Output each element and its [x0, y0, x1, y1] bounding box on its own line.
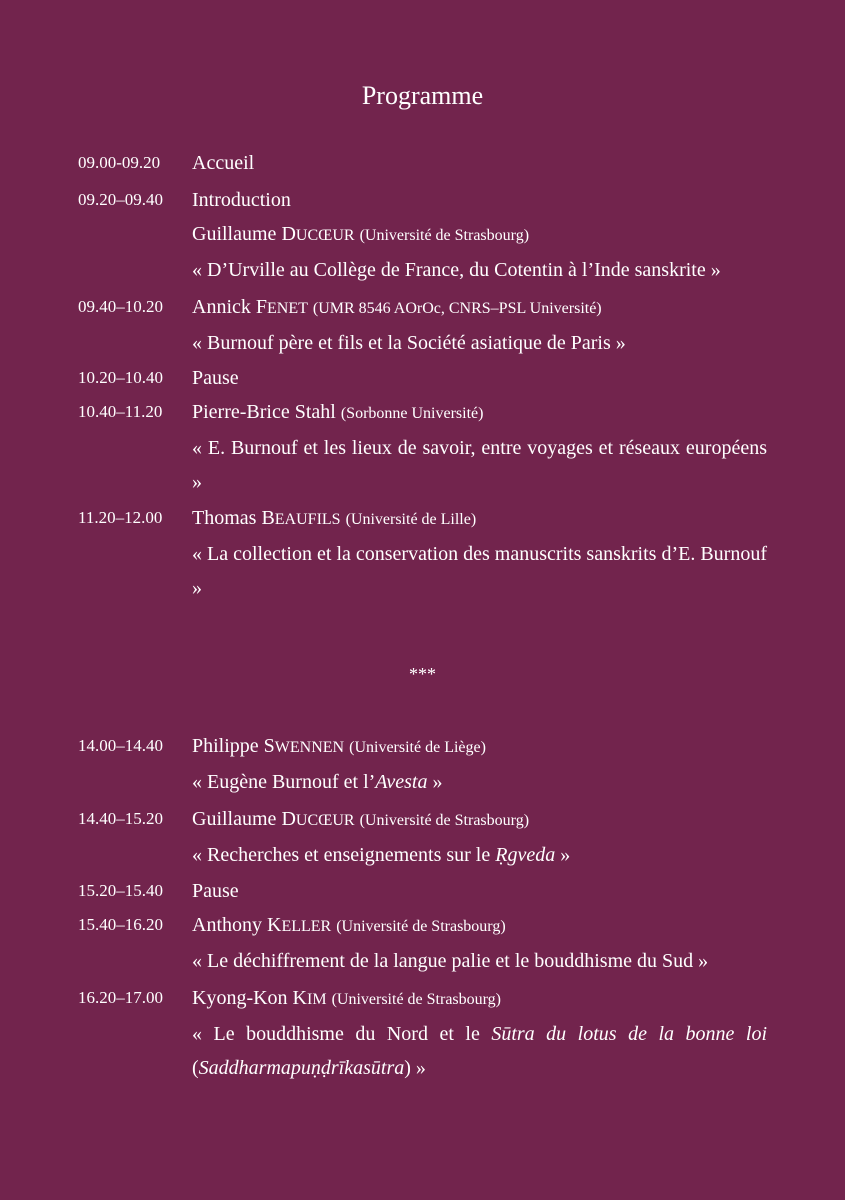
speaker-last-initial: D: [281, 223, 296, 245]
speaker-first-name: Anthony: [192, 914, 262, 936]
talk-title: [192, 838, 767, 872]
talk-text-end: ) »: [404, 1057, 426, 1079]
page-title: Programme: [361, 81, 484, 110]
speaker-last-initial: S: [263, 735, 275, 757]
entry-body: [192, 146, 767, 180]
time-slot: 14.40–15.20: [78, 809, 163, 828]
speaker-last-initial: F: [255, 296, 268, 318]
time-slot: 15.40–16.20: [78, 915, 163, 934]
time-slot: 09.20–09.40: [78, 190, 163, 209]
time-slot: 09.00-09.20: [78, 153, 161, 172]
speaker-line: [192, 395, 767, 431]
speaker-affiliation: (Université de Lille): [345, 511, 477, 528]
talk-title: « Burnouf père et fils et la Société asiatique de Paris »: [192, 332, 626, 354]
program-entry: [78, 146, 767, 180]
speaker-affiliation: (Université de Strasbourg): [336, 918, 506, 935]
talk-title: [192, 1017, 767, 1085]
entry-body: [192, 729, 767, 799]
entry-body: [192, 183, 767, 217]
speaker-affiliation: (Université de Liège): [349, 739, 486, 756]
speaker-line: [192, 981, 767, 1017]
speaker-affiliation: (Université de Strasbourg): [331, 991, 502, 1008]
speaker-last-name: [261, 507, 340, 529]
time-slot: 11.20–12.00: [78, 508, 163, 527]
speaker-line: [192, 908, 767, 944]
speaker-line: [192, 501, 767, 537]
entry-title: Pause: [192, 367, 239, 389]
talk-title: « La collection et la conservation des manuscrits sanskrits d’E. Burnouf »: [192, 543, 767, 599]
talk-title: « E. Burnouf et les lieux de savoir, entre voyages et réseaux européens »: [192, 437, 767, 493]
speaker-last-initial: B: [261, 507, 275, 529]
speaker-last-name: [267, 914, 331, 936]
entry-body: [192, 501, 767, 605]
speaker-line: [192, 802, 767, 838]
program-entry: [78, 217, 767, 287]
entry-body: [192, 981, 767, 1085]
program-entry: [78, 183, 767, 217]
talk-italic-text: Sūtra du lotus de la bonne loi: [491, 1023, 767, 1045]
speaker-line: [192, 290, 767, 326]
program-entry: [78, 981, 767, 1085]
time-slot: 16.20–17.00: [78, 988, 163, 1007]
time-slot: 10.20–10.40: [78, 368, 163, 387]
speaker-last-initial: D: [281, 808, 296, 830]
time-slot: 09.40–10.20: [78, 297, 163, 316]
speaker-first-name: Guillaume: [192, 808, 277, 830]
entry-title: Pause: [192, 880, 239, 902]
speaker-last-rest: EAUFILS: [274, 511, 341, 528]
talk-italic-text-2: Saddharmapuṇḍrīkasūtra: [198, 1057, 405, 1079]
program-entry: [78, 729, 767, 799]
speaker-last-name: [281, 808, 354, 830]
program-entry: [78, 395, 767, 499]
speaker-last-name: [264, 735, 344, 757]
talk-text-mid: (: [192, 1057, 199, 1079]
speaker-last-initial: K: [292, 987, 307, 1009]
entry-body: [192, 395, 767, 499]
speaker-last-rest: ENET: [267, 300, 308, 317]
speaker-affiliation: (Université de Strasbourg): [359, 812, 530, 829]
program-entry: [78, 290, 767, 360]
talk-text-end: »: [555, 844, 571, 866]
speaker-last-name: [293, 987, 327, 1009]
entry-body: [192, 217, 767, 287]
speaker-affiliation: (Sorbonne Université): [340, 405, 484, 422]
speaker-first-name: Annick: [192, 296, 251, 318]
speaker-last-rest: IM: [307, 991, 327, 1008]
speaker-last-name: [256, 296, 308, 318]
speaker-last-rest: WENNEN: [274, 739, 345, 756]
talk-text: « Eugène Burnouf et l’: [192, 771, 376, 793]
time-slot: [78, 217, 192, 287]
entry-title: Introduction: [192, 189, 291, 211]
program-entry: [78, 802, 767, 872]
speaker-last-rest: UCŒUR: [295, 227, 355, 244]
speaker-affiliation: (Université de Strasbourg): [359, 227, 530, 244]
section-separator: ***: [409, 664, 436, 684]
speaker-affiliation: (UMR 8546 AOrOc, CNRS–PSL Université): [312, 300, 602, 317]
entry-body: [192, 874, 767, 908]
talk-title: « Le déchiffrement de la langue palie et le bouddhisme du Sud »: [192, 950, 709, 972]
speaker-last-name: [281, 223, 354, 245]
talk-text: « Le bouddhisme du Nord et le: [192, 1023, 492, 1045]
program-entry: [78, 908, 767, 978]
speaker-first-name: Guillaume: [192, 223, 277, 245]
entry-body: [192, 908, 767, 978]
talk-italic-text: Avesta: [375, 771, 428, 793]
talk-title: « D’Urville au Collège de France, du Cotentin à l’Inde sanskrite »: [192, 259, 721, 281]
speaker-first-name: Kyong-Kon: [192, 987, 288, 1009]
talk-text-end: »: [427, 771, 443, 793]
talk-title: [192, 765, 767, 799]
speaker-last-rest: UCŒUR: [295, 812, 355, 829]
speaker-name: Pierre-Brice Stahl: [192, 401, 336, 423]
entry-body: [192, 361, 767, 395]
speaker-first-name: Thomas: [192, 507, 257, 529]
program-entry: [78, 874, 767, 908]
time-slot: 14.00–14.40: [78, 736, 163, 755]
entry-body: [192, 802, 767, 872]
afternoon-program: [78, 729, 767, 1085]
speaker-last-rest: ELLER: [281, 918, 332, 935]
time-slot: 10.40–11.20: [78, 402, 163, 421]
entry-title: Accueil: [192, 152, 255, 174]
speaker-line: [192, 729, 767, 765]
speaker-last-initial: K: [267, 914, 282, 936]
program-entry: [78, 501, 767, 605]
speaker-first-name: Philippe: [192, 735, 259, 757]
time-slot: 15.20–15.40: [78, 881, 163, 900]
talk-text: « Recherches et enseignements sur le: [192, 844, 496, 866]
speaker-line: [192, 217, 767, 253]
entry-body: [192, 290, 767, 360]
morning-program: [78, 146, 767, 605]
program-entry: [78, 361, 767, 395]
talk-italic-text: Ṛgveda: [495, 844, 556, 866]
